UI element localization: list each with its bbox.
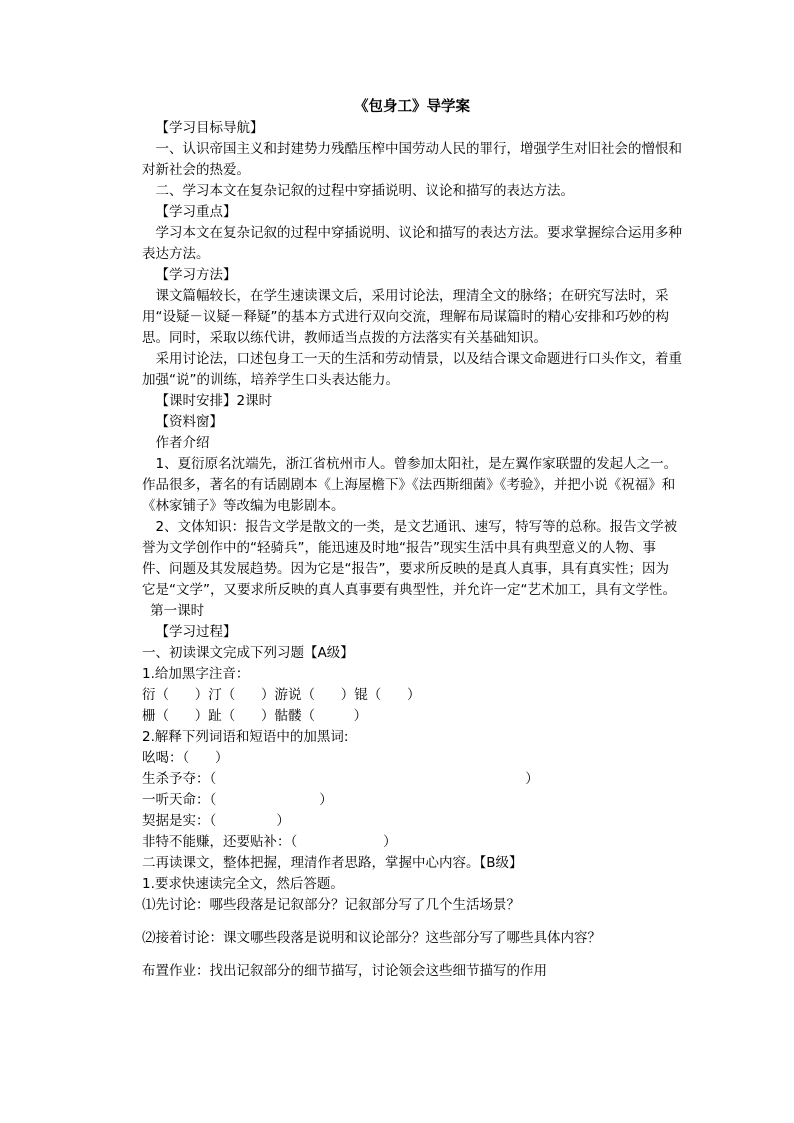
document-title: 《包身工》导学案	[354, 99, 470, 115]
question-3: 1.要求快速读完全文，然后答题。	[142, 876, 344, 892]
objective-1: 一、认识帝国主义和封建势力残酷压榨中国劳动人民的罪行，增强学生对旧社会的憎恨和对新社会的热爱。	[142, 141, 682, 178]
definition-item: 一听天命：（ ）	[142, 792, 333, 808]
schedule-line: 【课时安排】2课时	[155, 393, 273, 409]
question-3b: ⑵接着讨论：课文哪些段落是说明和议论部分？这些部分写了哪些具体内容？	[142, 930, 601, 946]
document-page	[142, 96, 682, 982]
resource-paragraph-1: 1、夏衍原名沈端先，浙江省杭州市人。曾参加太阳社，是左翼作家联盟的发起人之一。作品很多，著名的有话剧剧本《上海屋檐下》《法西斯细菌》《考验》，并把小说《祝福》和《林家铺子》等改编为电影剧本。	[142, 456, 678, 514]
objective-2: 二、学习本文在复杂记叙的过程中穿插说明、议论和描写的表达方法。	[155, 183, 574, 199]
part-one-heading: 一、初读课文完成下列习题【A级】	[142, 645, 354, 661]
question-2: 2.解释下列词语和短语中的加黑词:	[142, 729, 349, 745]
method-paragraph-1: 课文篇幅较长，在学生速读课文后，采用讨论法，理清全文的脉络；在研究写法时，采用“设疑－议疑－释疑”的基本方式进行双向交流，理解布局谋篇时的精心安排和巧妙的构思。同时，采取以练代讲，教师适当点拨的方法落实有关基础知识。	[142, 288, 669, 346]
method-paragraph-2: 采用讨论法，口述包身工一天的生活和劳动情景，以及结合课文命题进行口头作文，着重加强“说”的训练，培养学生口头表达能力。	[142, 351, 682, 388]
resource-paragraph-2: 2、文体知识：报告文学是散文的一类，是文艺通讯、速写，特写等的总称。报告文学被誉为文学创作中的“轻骑兵”，能迅速及时地“报告”现实生活中具有典型意义的人物、事件、问题及其发展趋势。因为它是“报告”，要求所反映的是真人真事，具有真实性；因为它是“文学”，又要求所反映的真人真事要有典型性，并允许一定“艺术加工，具有文学性。	[142, 519, 678, 598]
definition-item: 契据是实：（ ）	[142, 813, 290, 829]
resources-heading: 【资料窗】	[155, 414, 223, 430]
part-two-heading: 二再读课文，整体把握，理清作者思路，掌握中心内容。【B级】	[142, 855, 523, 871]
method-heading: 【学习方法】	[155, 267, 237, 283]
pinyin-row-2: 栅（ ）趾（ ）骷髅（ ）	[142, 708, 368, 724]
question-3a: ⑴先讨论：哪些段落是记叙部分？记叙部分写了几个生活场景？	[142, 897, 520, 913]
process-heading: 【学习过程】	[155, 624, 237, 640]
lesson-one-label: 第一课时	[150, 603, 205, 619]
focus-text: 学习本文在复杂记叙的过程中穿插说明、议论和描写的表达方法。要求掌握综合运用多种表达方法。	[142, 225, 682, 262]
homework-line: 布置作业：找出记叙部分的细节描写，讨论领会这些细节描写的作用	[142, 963, 547, 979]
definition-item: 生杀予夺：（ ）	[142, 771, 539, 787]
pinyin-row-1: 衍（ ）汀（ ）游说（ ）锟（ ）	[142, 687, 421, 703]
focus-heading: 【学习重点】	[155, 204, 237, 220]
author-heading: 作者介绍	[155, 435, 210, 451]
objectives-heading: 【学习目标导航】	[155, 120, 264, 136]
definition-item: 非特不能赚，还要贴补：（ ）	[142, 834, 397, 850]
definition-item: 吆喝：（ ）	[142, 750, 229, 766]
question-1: 1.给加黑字注音：	[142, 666, 250, 682]
